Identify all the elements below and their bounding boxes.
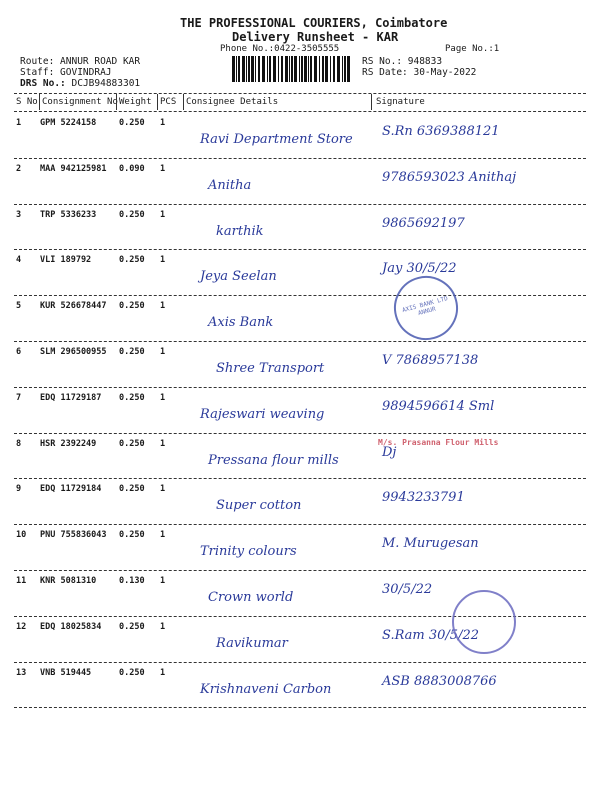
row-consignee-details: Krishnaveni Carbon bbox=[200, 681, 332, 697]
row-divider bbox=[14, 295, 586, 296]
row-weight: 0.250 bbox=[119, 621, 145, 632]
row-consignee-details: Shree Transport bbox=[216, 361, 325, 376]
row-divider bbox=[14, 662, 586, 663]
row-sno: 2 bbox=[16, 163, 22, 174]
col-divider bbox=[371, 94, 372, 110]
row-sno: 12 bbox=[16, 621, 27, 632]
row-divider bbox=[14, 341, 586, 342]
row-signature: S.Ram 30/5/22 bbox=[382, 627, 479, 643]
row-pcs: 1 bbox=[160, 438, 166, 449]
col-consignment-header: Consignment No bbox=[42, 97, 118, 107]
row-signature: 9865692197 bbox=[382, 215, 465, 231]
row-pcs: 1 bbox=[160, 301, 166, 312]
row-sno: 4 bbox=[16, 255, 22, 266]
header-divider-top bbox=[14, 93, 586, 94]
row-consignee-details: Ravi Department Store bbox=[200, 132, 353, 147]
row-divider bbox=[14, 204, 586, 205]
row-sno: 3 bbox=[16, 209, 22, 220]
row-consignment-no: PNU 755836043 bbox=[40, 530, 107, 541]
col-divider bbox=[116, 94, 117, 110]
row-weight: 0.250 bbox=[119, 484, 145, 495]
row-signature: ASB 8883008766 bbox=[382, 673, 497, 689]
page-number: Page No.:1 bbox=[445, 44, 500, 54]
row-consignment-no: HSR 2392249 bbox=[40, 438, 97, 449]
red-company-stamp: M/s. Prasanna Flour Mills bbox=[378, 438, 499, 447]
row-sno: 10 bbox=[16, 530, 27, 541]
runsheet-subtitle: Delivery Runsheet - KAR bbox=[232, 30, 399, 44]
row-signature: S.Rn 6369388121 bbox=[382, 124, 500, 139]
row-pcs: 1 bbox=[160, 667, 166, 678]
row-consignee-details: Ravikumar bbox=[216, 635, 288, 651]
row-consignee-details: Rajeswari weaving bbox=[200, 406, 325, 422]
row-consignee-details: Super cotton bbox=[216, 498, 302, 514]
row-weight: 0.250 bbox=[119, 255, 145, 266]
row-divider bbox=[14, 570, 586, 571]
col-divider bbox=[157, 94, 158, 110]
row-pcs: 1 bbox=[160, 621, 166, 632]
row-consignee-details: karthik bbox=[216, 223, 264, 239]
row-pcs: 1 bbox=[160, 576, 166, 586]
row-weight: 0.090 bbox=[119, 163, 145, 174]
col-signature-header: Signature bbox=[376, 97, 425, 107]
barcode-image bbox=[232, 56, 350, 82]
row-consignment-no: GPM 5224158 bbox=[40, 118, 97, 128]
row-sno: 13 bbox=[16, 667, 27, 678]
row-weight: 0.130 bbox=[119, 576, 145, 586]
row-consignment-no: VNB 519445 bbox=[40, 667, 92, 678]
row-weight: 0.250 bbox=[119, 667, 145, 678]
row-signature: Dj bbox=[382, 444, 397, 460]
row-weight: 0.250 bbox=[119, 392, 145, 403]
row-divider bbox=[14, 249, 586, 250]
row-consignment-no: KNR 5081310 bbox=[40, 576, 97, 586]
row-consignment-no: SLM 296500955 bbox=[40, 347, 107, 357]
col-weight-header: Weight bbox=[119, 97, 152, 107]
row-divider bbox=[14, 524, 586, 525]
staff-text: Staff: GOVINDRAJ bbox=[20, 67, 112, 78]
row-consignment-no: TRP 5336233 bbox=[40, 209, 97, 220]
row-consignment-no: EDQ 11729184 bbox=[40, 484, 102, 495]
row-weight: 0.250 bbox=[119, 209, 145, 220]
row-weight: 0.250 bbox=[119, 301, 145, 312]
drs-number bbox=[20, 78, 140, 89]
row-divider bbox=[14, 707, 586, 708]
row-sno: 9 bbox=[16, 484, 22, 495]
row-consignee-details: Crown world bbox=[208, 590, 294, 605]
row-sno: 1 bbox=[16, 118, 22, 128]
row-divider bbox=[14, 387, 586, 388]
header-divider-bottom bbox=[14, 111, 586, 112]
col-sno-header: S No bbox=[16, 97, 38, 107]
col-divider bbox=[39, 94, 40, 110]
drs-label: DRS No.: bbox=[20, 78, 66, 89]
row-consignment-no: MAA 942125981 bbox=[40, 163, 107, 174]
col-pcs-header: PCS bbox=[160, 97, 177, 107]
row-consignment-no: VLI 189792 bbox=[40, 255, 92, 266]
row-consignee-details: Anitha bbox=[208, 177, 252, 193]
col-divider bbox=[183, 94, 184, 110]
route-text: Route: ANNUR ROAD KAR bbox=[20, 56, 141, 67]
row-pcs: 1 bbox=[160, 255, 166, 266]
row-pcs: 1 bbox=[160, 530, 166, 541]
row-pcs: 1 bbox=[160, 163, 166, 174]
row-sno: 5 bbox=[16, 301, 22, 312]
axis-bank-stamp bbox=[387, 269, 465, 347]
rs-date: RS Date: 30-May-2022 bbox=[362, 67, 477, 78]
drs-value: DCJB94883301 bbox=[71, 78, 141, 89]
axis-stamp-text: AXIS BANK LTD ANNUR bbox=[401, 295, 449, 318]
row-signature: Jay 30/5/22 bbox=[382, 261, 457, 277]
row-pcs: 1 bbox=[160, 209, 166, 220]
col-consignee-header: Consignee Details bbox=[186, 97, 279, 107]
row-sno: 6 bbox=[16, 347, 22, 357]
row-divider bbox=[14, 478, 586, 479]
row-weight: 0.250 bbox=[119, 530, 145, 541]
row-pcs: 1 bbox=[160, 392, 166, 403]
row-signature: 9943233791 bbox=[382, 490, 465, 506]
row-pcs: 1 bbox=[160, 118, 166, 128]
row-consignee-details: Axis Bank bbox=[208, 315, 274, 331]
row-signature: M. Murugesan bbox=[382, 536, 479, 552]
row-signature: 9894596614 Sml bbox=[382, 398, 495, 414]
row-weight: 0.250 bbox=[119, 438, 145, 449]
row-pcs: 1 bbox=[160, 347, 166, 357]
row-divider bbox=[14, 158, 586, 159]
row-sno: 7 bbox=[16, 392, 22, 403]
rs-number: RS No.: 948833 bbox=[362, 56, 443, 67]
row-consignment-no: EDQ 11729187 bbox=[40, 392, 102, 403]
row-weight: 0.250 bbox=[119, 118, 145, 128]
row-weight: 0.250 bbox=[119, 347, 145, 357]
row-signature: 30/5/22 bbox=[382, 582, 433, 597]
row-divider bbox=[14, 433, 586, 434]
row-signature: 9786593023 Anithaj bbox=[382, 169, 517, 185]
phone-number: Phone No.:0422-3505555 bbox=[220, 44, 340, 54]
company-title: THE PROFESSIONAL COURIERS, Coimbatore bbox=[180, 16, 448, 30]
round-stamp bbox=[452, 590, 516, 654]
row-consignee-details: Jeya Seelan bbox=[200, 269, 277, 285]
row-consignee-details: Trinity colours bbox=[200, 544, 297, 560]
row-sno: 11 bbox=[16, 576, 27, 586]
row-pcs: 1 bbox=[160, 484, 166, 495]
row-consignee-details: Pressana flour mills bbox=[208, 452, 339, 468]
row-signature: V 7868957138 bbox=[382, 353, 479, 368]
row-consignment-no: KUR 526678447 bbox=[40, 301, 107, 312]
row-consignment-no: EDQ 18025834 bbox=[40, 621, 102, 632]
row-sno: 8 bbox=[16, 438, 22, 449]
